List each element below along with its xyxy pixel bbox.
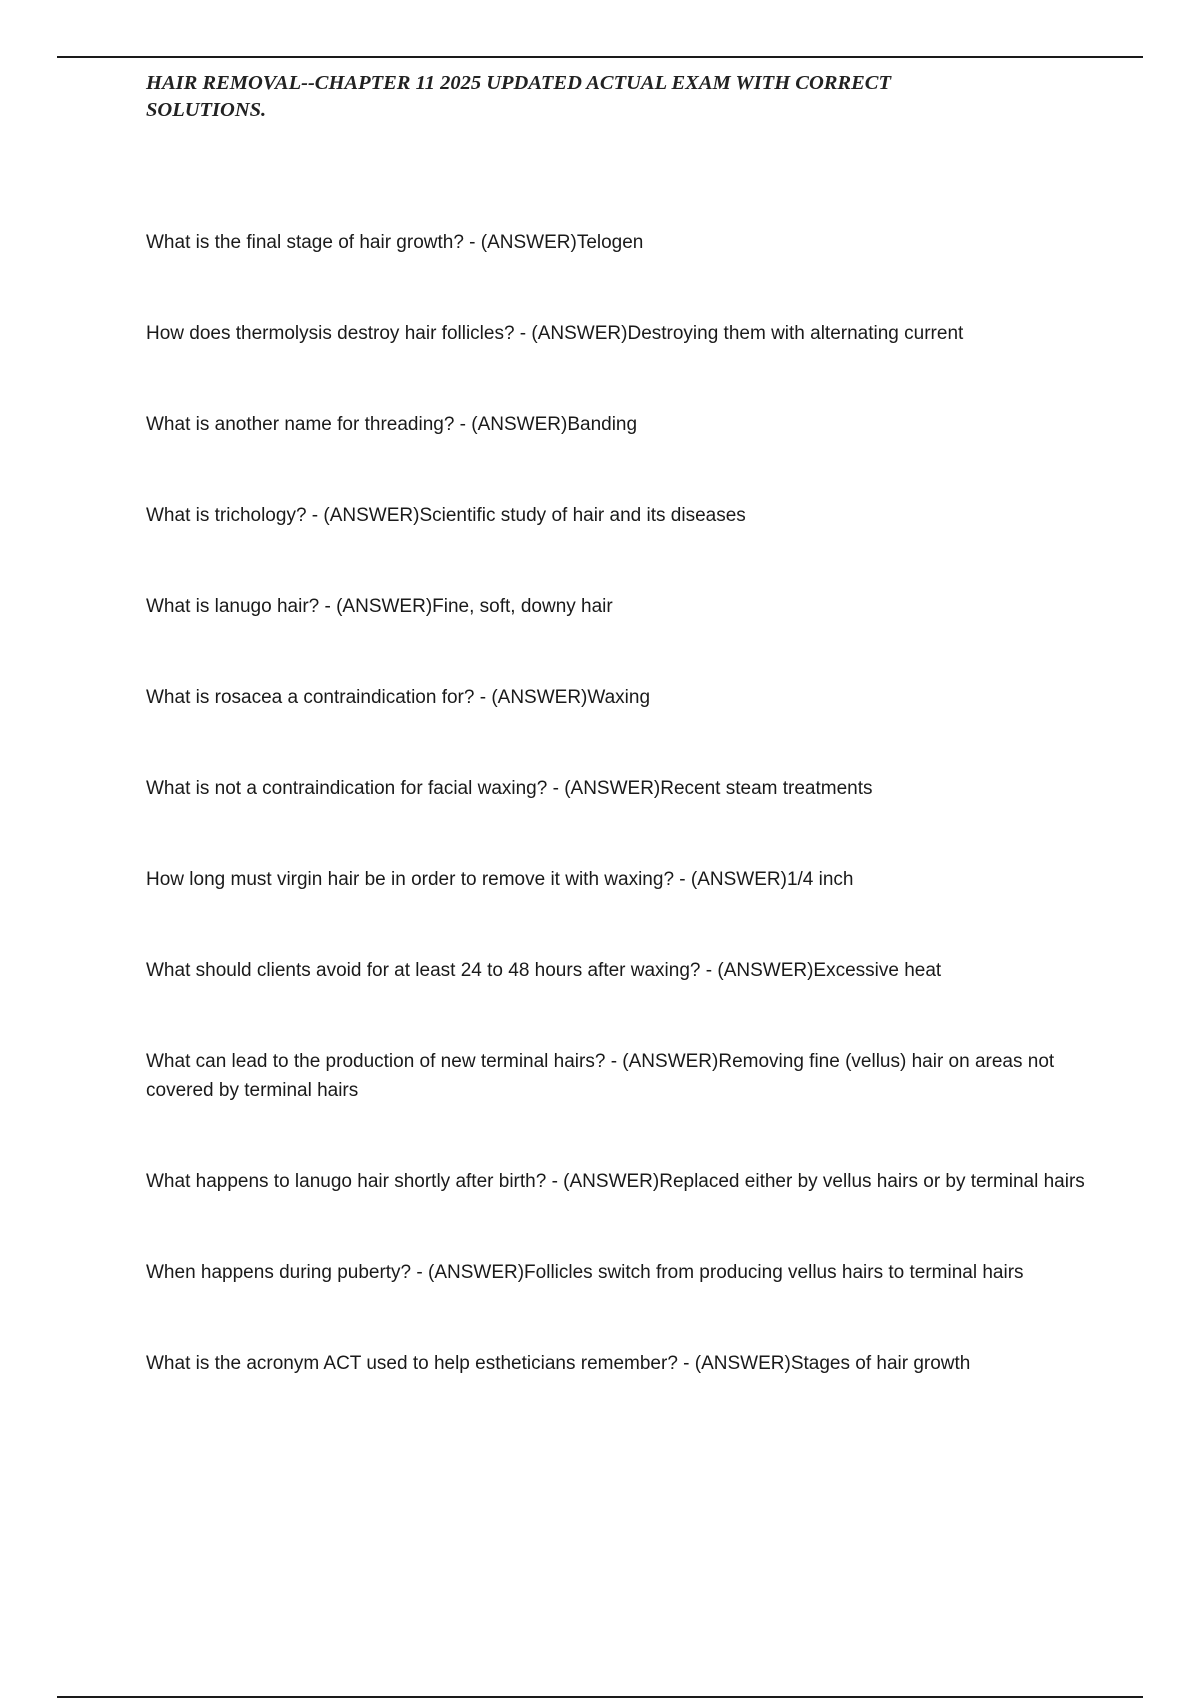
- qa-item: How does thermolysis destroy hair follicles? - (ANSWER)Destroying them with alternating current: [146, 323, 964, 344]
- qa-item: What is not a contraindication for facial waxing? - (ANSWER)Recent steam treatments: [146, 778, 873, 799]
- qa-item: What is lanugo hair? - (ANSWER)Fine, soft, downy hair: [146, 596, 613, 617]
- qa-item: How long must virgin hair be in order to remove it with waxing? - (ANSWER)1/4 inch: [146, 869, 854, 890]
- qa-item: What is the final stage of hair growth? - (ANSWER)Telogen: [146, 232, 644, 253]
- qa-item: What happens to lanugo hair shortly after birth? - (ANSWER)Replaced either by vellus hairs or by terminal hairs: [146, 1171, 1085, 1192]
- qa-item: What should clients avoid for at least 24 to 48 hours after waxing? - (ANSWER)Excessive heat: [146, 960, 942, 981]
- qa-item: What is rosacea a contraindication for? - (ANSWER)Waxing: [146, 687, 651, 708]
- document-title: HAIR REMOVAL--CHAPTER 11 2025 UPDATED ACTUAL EXAM WITH CORRECT SOLUTIONS.: [146, 72, 891, 121]
- qa-item: What can lead to the production of new terminal hairs? - (ANSWER)Removing fine (vellus) hair on areas not covered by terminal hairs: [146, 1051, 1055, 1101]
- top-rule: [57, 56, 1143, 58]
- qa-item: When happens during puberty? - (ANSWER)Follicles switch from producing vellus hairs to terminal hairs: [146, 1262, 1024, 1283]
- bottom-rule: [57, 1696, 1143, 1698]
- qa-item: What is another name for threading? - (ANSWER)Banding: [146, 414, 638, 435]
- qa-list: [146, 228, 1096, 1440]
- qa-item: What is trichology? - (ANSWER)Scientific study of hair and its diseases: [146, 505, 746, 526]
- qa-item: What is the acronym ACT used to help estheticians remember? - (ANSWER)Stages of hair growth: [146, 1353, 971, 1374]
